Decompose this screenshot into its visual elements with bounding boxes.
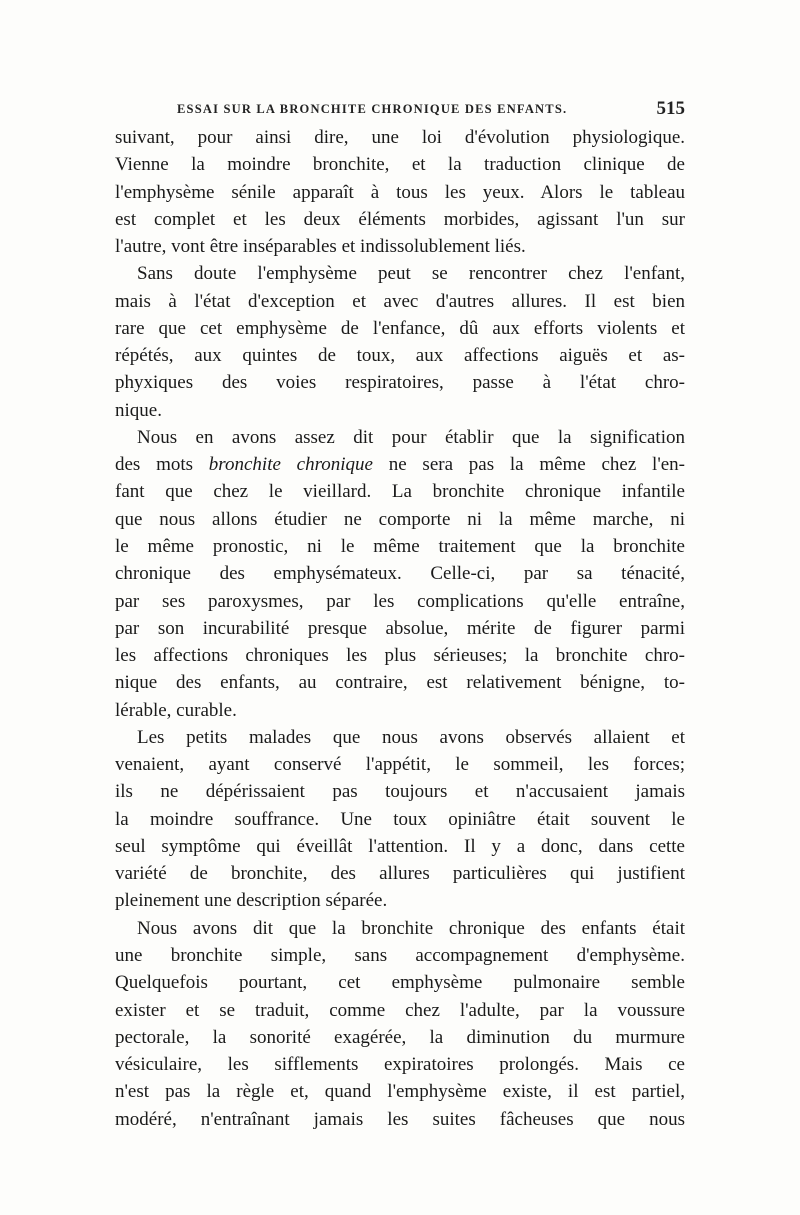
body-text (115, 124, 685, 1133)
text-line: lérable, curable. (115, 699, 237, 721)
running-title: ESSAI SUR LA BRONCHITE CHRONIQUE DES ENFANTS. (177, 102, 568, 116)
text-line: Quelquefois pourtant, cet emphysème pulmonaire semble (115, 972, 685, 994)
text-line: phyxiques des voies respiratoires, passe à l'état chro- (115, 372, 685, 394)
text-line: Vienne la moindre bronchite, et la traduction clinique de (115, 154, 685, 176)
text-line: exister et se traduit, comme chez l'adulte, par la voussure (115, 999, 685, 1021)
text-line: la moindre souffrance. Une toux opiniâtre était souvent le (115, 808, 685, 830)
text-line: Sans doute l'emphysème peut se rencontrer chez l'enfant, (137, 263, 685, 285)
text-fragment: des mots (115, 454, 209, 476)
text-line: par son incurabilité presque absolue, mérite de figurer parmi (115, 617, 685, 639)
text-line: Nous avons dit que la bronchite chronique des enfants était (137, 917, 685, 939)
text-line: modéré, n'entraînant jamais les suites fâcheuses que nous (115, 1108, 685, 1130)
text-line: suivant, pour ainsi dire, une loi d'évolution physiologique. (115, 127, 685, 148)
text-line: nique. (115, 399, 162, 421)
text-line: pleinement une description séparée. (115, 890, 388, 912)
text-line: chronique des emphysémateux. Celle-ci, par sa ténacité, (115, 563, 685, 585)
text-line: ils ne dépérissaient pas toujours et n'accusaient jamais (115, 781, 685, 803)
italic-term: bronchite chronique (208, 454, 373, 476)
text-line: par ses paroxysmes, par les complications qu'elle entraîne, (115, 590, 685, 612)
text-line: rare que cet emphysème de l'enfance, dû aux efforts violents et (115, 317, 685, 339)
text-line: les affections chroniques les plus sérieuses; la bronchite chro- (115, 645, 685, 667)
text-line: Nous en avons assez dit pour établir que la signification (137, 426, 685, 448)
text-line: variété de bronchite, des allures particulières qui justifient (115, 863, 685, 885)
text-line: répétés, aux quintes de toux, aux affections aiguës et as- (115, 345, 685, 367)
text-line: l'autre, vont être inséparables et indissolublement liés. (115, 236, 526, 258)
page-number: 515 (656, 98, 685, 119)
text-line: nique des enfants, au contraire, est relativement bénigne, to- (115, 672, 685, 694)
text-line: que nous allons étudier ne comporte ni la même marche, ni (115, 508, 685, 530)
text-line: pectorale, la sonorité exagérée, la diminution du murmure (115, 1026, 685, 1048)
running-header (115, 98, 685, 122)
text-fragment: ne sera pas la même chez l'en- (373, 454, 685, 476)
text-line: venaient, ayant conservé l'appétit, le sommeil, les forces; (115, 754, 685, 776)
text-line: vésiculaire, les sifflements expiratoires prolongés. Mais ce (115, 1054, 685, 1076)
text-line: est complet et les deux éléments morbides, agissant l'un sur (115, 208, 685, 230)
text-line: l'emphysème sénile apparaît à tous les yeux. Alors le tableau (115, 181, 685, 203)
text-line: seul symptôme qui éveillât l'attention. Il y a donc, dans cette (115, 835, 685, 857)
text-line: mais à l'état d'exception et avec d'autres allures. Il est bien (115, 290, 685, 312)
text-line: fant que chez le vieillard. La bronchite chronique infantile (115, 481, 685, 503)
text-line: une bronchite simple, sans accompagnement d'emphysème. (115, 944, 685, 966)
text-line: n'est pas la règle et, quand l'emphysème existe, il est partiel, (115, 1081, 685, 1103)
text-line: le même pronostic, ni le même traitement que la bronchite (115, 535, 685, 557)
text-line-mixed (115, 451, 685, 478)
text-line: Les petits malades que nous avons observés allaient et (137, 726, 685, 748)
